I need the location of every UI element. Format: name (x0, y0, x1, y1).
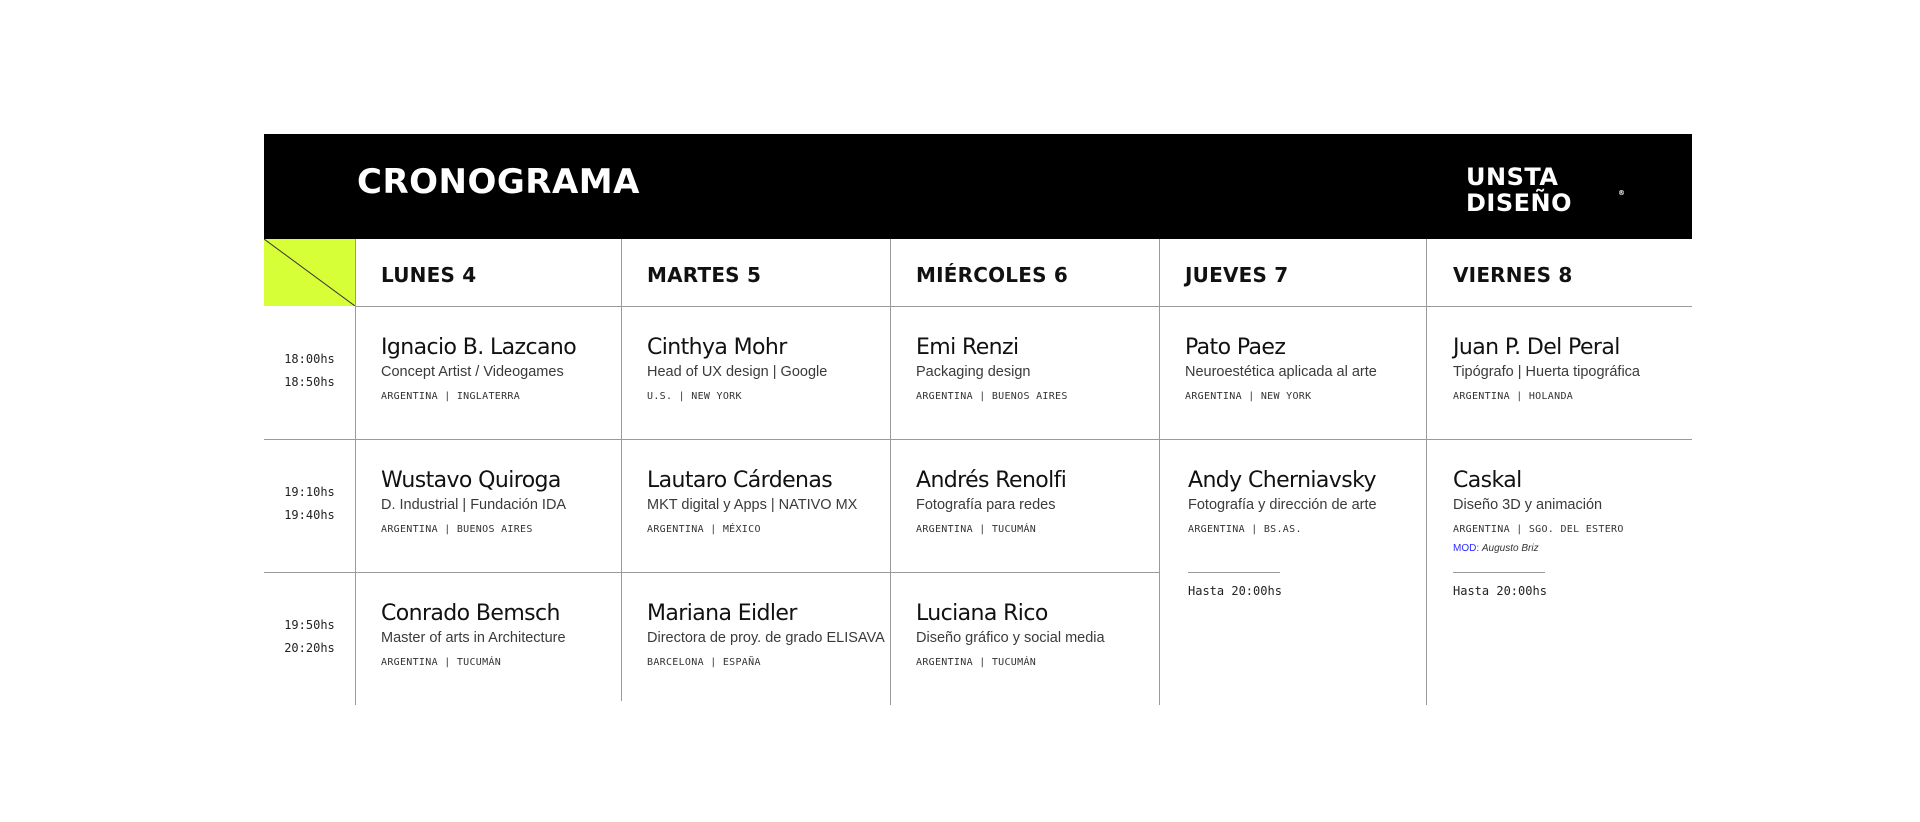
header-bar (264, 134, 1692, 239)
time-slot-1 (264, 348, 355, 394)
speaker-role: D. Industrial | Fundación IDA (381, 497, 567, 513)
speaker-cell (1453, 467, 1624, 554)
logo-line-1: UNSTA (1466, 163, 1559, 191)
speaker-role: Fotografía y dirección de arte (1188, 497, 1377, 513)
speaker-name: Ignacio B. Lazcano (381, 335, 577, 360)
speaker-role: Master of arts in Architecture (381, 630, 566, 646)
speaker-role: Diseño gráfico y social media (916, 630, 1105, 646)
grid-divider (1426, 239, 1427, 705)
corner-block (264, 239, 355, 306)
speaker-location: ARGENTINA | BUENOS AIRES (916, 391, 1068, 402)
end-time-rule (1453, 572, 1545, 573)
moderator-note (1453, 543, 1624, 554)
grid-divider (355, 306, 1692, 307)
grid-divider (355, 239, 356, 705)
speaker-name: Luciana Rico (916, 601, 1048, 626)
speaker-cell (647, 334, 827, 402)
time-slot-2 (264, 481, 355, 527)
speaker-location: U.S. | NEW YORK (647, 391, 742, 402)
page-title: CRONOGRAMA (357, 162, 640, 202)
end-time-note (1453, 572, 1547, 598)
day-header-jueves: JUEVES 7 (1185, 263, 1289, 287)
speaker-role: Tipógrafo | Huerta tipográfica (1453, 364, 1640, 380)
speaker-name: Emi Renzi (916, 335, 1019, 360)
slot-end: 19:40hs (284, 508, 335, 522)
speaker-cell (381, 600, 566, 668)
day-header-martes: MARTES 5 (647, 263, 762, 287)
speaker-location: ARGENTINA | TUCUMÁN (916, 657, 1037, 668)
speaker-location: ARGENTINA | INGLATERRA (381, 391, 521, 402)
speaker-role: Concept Artist / Videogames (381, 364, 564, 380)
diagonal-divider-icon (264, 239, 355, 306)
speaker-cell (916, 334, 1068, 402)
speaker-location: ARGENTINA | MÉXICO (647, 524, 761, 535)
grid-divider (264, 439, 1692, 440)
speaker-cell (916, 600, 1105, 668)
speaker-name: Conrado Bemsch (381, 601, 560, 626)
slot-end: 20:20hs (284, 641, 335, 655)
end-time-text: Hasta 20:00hs (1453, 584, 1547, 598)
grid-divider (264, 572, 1159, 573)
end-time-text: Hasta 20:00hs (1188, 584, 1282, 598)
slot-start: 18:00hs (284, 352, 335, 366)
unsta-diseno-logo (1466, 163, 1626, 217)
registered-mark: ® (1618, 189, 1626, 197)
moderator-label: MOD: (1453, 543, 1480, 554)
speaker-role: Diseño 3D y animación (1453, 497, 1603, 513)
speaker-location: ARGENTINA | TUCUMÁN (381, 657, 502, 668)
speaker-name: Lautaro Cárdenas (647, 468, 833, 493)
speaker-cell (647, 467, 857, 535)
speaker-cell (1453, 334, 1640, 402)
speaker-cell (647, 600, 885, 668)
end-time-note (1188, 572, 1282, 598)
speaker-cell (1188, 467, 1377, 535)
speaker-cell (1185, 334, 1377, 402)
speaker-name: Juan P. Del Peral (1453, 335, 1620, 360)
speaker-name: Cinthya Mohr (647, 335, 787, 360)
speaker-name: Andrés Renolfi (916, 468, 1067, 493)
speaker-name: Pato Paez (1185, 335, 1286, 360)
grid-divider (890, 239, 891, 705)
speaker-role: Packaging design (916, 364, 1031, 380)
speaker-cell (916, 467, 1066, 535)
speaker-location: ARGENTINA | SGO. DEL ESTERO (1453, 524, 1624, 535)
speaker-name: Mariana Eidler (647, 601, 797, 626)
day-header-viernes: VIERNES 8 (1453, 263, 1573, 287)
time-slot-3 (264, 614, 355, 660)
grid-divider (621, 239, 622, 701)
speaker-location: ARGENTINA | TUCUMÁN (916, 524, 1037, 535)
slot-start: 19:50hs (284, 618, 335, 632)
slot-start: 19:10hs (284, 485, 335, 499)
speaker-role: Directora de proy. de grado ELISAVA (647, 630, 885, 646)
speaker-cell (381, 467, 566, 535)
speaker-location: ARGENTINA | HOLANDA (1453, 391, 1574, 402)
speaker-name: Wustavo Quiroga (381, 468, 561, 493)
speaker-location: ARGENTINA | BUENOS AIRES (381, 524, 533, 535)
schedule-board (264, 134, 1692, 705)
day-header-miercoles: MIÉRCOLES 6 (916, 263, 1068, 287)
slot-end: 18:50hs (284, 375, 335, 389)
speaker-role: MKT digital y Apps | NATIVO MX (647, 497, 858, 513)
moderator-name: Augusto Briz (1481, 543, 1539, 554)
speaker-role: Neuroestética aplicada al arte (1185, 364, 1377, 380)
speaker-location: ARGENTINA | BS.AS. (1188, 524, 1302, 535)
speaker-location: ARGENTINA | NEW YORK (1185, 391, 1312, 402)
logo-line-2: DISEÑO (1466, 189, 1573, 217)
speaker-location: BARCELONA | ESPAÑA (647, 657, 761, 668)
speaker-name: Andy Cherniavsky (1188, 468, 1376, 493)
speaker-cell (381, 334, 576, 402)
speaker-role: Fotografía para redes (916, 497, 1056, 513)
end-time-rule (1188, 572, 1280, 573)
speaker-name: Caskal (1453, 468, 1522, 493)
speaker-role: Head of UX design | Google (647, 364, 828, 380)
grid-divider (1159, 239, 1160, 705)
day-header-lunes: LUNES 4 (381, 263, 477, 287)
